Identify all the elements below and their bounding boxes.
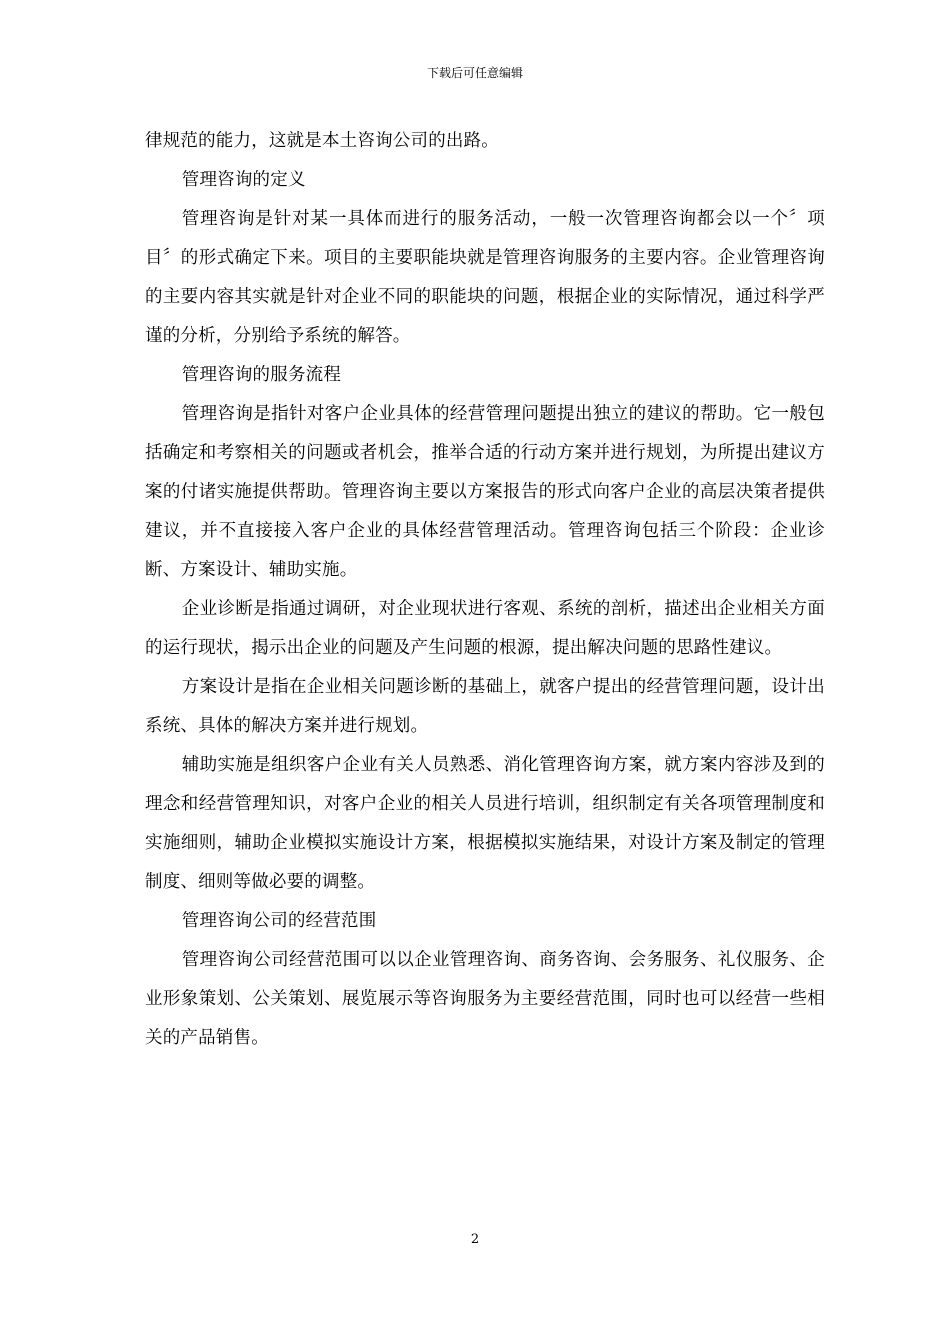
paragraph-definition: 管理咨询是针对某一具体而进行的服务活动，一般一次管理咨询都会以一个〞项目〞的形式确定下来。项目的主要职能块就是管理咨询服务的主要内容。企业管理咨询的主要内容其实就是针对企业不同的职能块的问题，根据企业的实际情况，通过科学严谨的分析，分别给予系统的解答。 [145, 209, 825, 346]
section-heading-service-process: 管理咨询的服务流程 [181, 365, 342, 385]
page-number: 2 [470, 1232, 480, 1247]
section-heading-business-scope: 管理咨询公司的经营范围 [181, 911, 377, 931]
paragraph-business-scope: 管理咨询公司经营范围可以以企业管理咨询、商务咨询、会务服务、礼仪服务、企业形象策划、公关策划、展览展示等咨询服务为主要经营范围，同时也可以经营一些相关的产品销售。 [145, 950, 825, 1048]
paragraph-enterprise-diagnosis: 企业诊断是指通过调研，对企业现状进行客观、系统的剖析，描述出企业相关方面的运行现状，揭示出企业的问题及产生问题的根源，提出解决问题的思路性建议。 [145, 599, 825, 658]
section-heading-definition: 管理咨询的定义 [181, 170, 306, 190]
paragraph-service-process: 管理咨询是指针对客户企业具体的经营管理问题提出独立的建议的帮助。它一般包括确定和考察相关的问题或者机会，推举合适的行动方案并进行规划，为所提出建议方案的付诸实施提供帮助。管理咨询主要以方案报告的形式向客户企业的高层决策者提供建议，并不直接接入客户企业的具体经营管理活动。管理咨询包括三个阶段：企业诊断、方案设计、辅助实施。 [145, 404, 825, 580]
document-body [145, 122, 825, 1058]
paragraph-assisted-implementation: 辅助实施是组织客户企业有关人员熟悉、消化管理咨询方案，就方案内容涉及到的理念和经营管理知识，对客户企业的相关人员进行培训，组织制定有关各项管理制度和实施细则，辅助企业模拟实施设计方案，根据模拟实施结果，对设计方案及制定的管理制度、细则等做必要的调整。 [145, 755, 825, 892]
page-header: 下载后可任意编辑 [426, 66, 523, 80]
paragraph-solution-design: 方案设计是指在企业相关问题诊断的基础上，就客户提出的经营管理问题，设计出系统、具体的解决方案并进行规划。 [145, 677, 825, 736]
paragraph-continuation: 律规范的能力，这就是本土咨询公司的出路。 [145, 131, 499, 151]
